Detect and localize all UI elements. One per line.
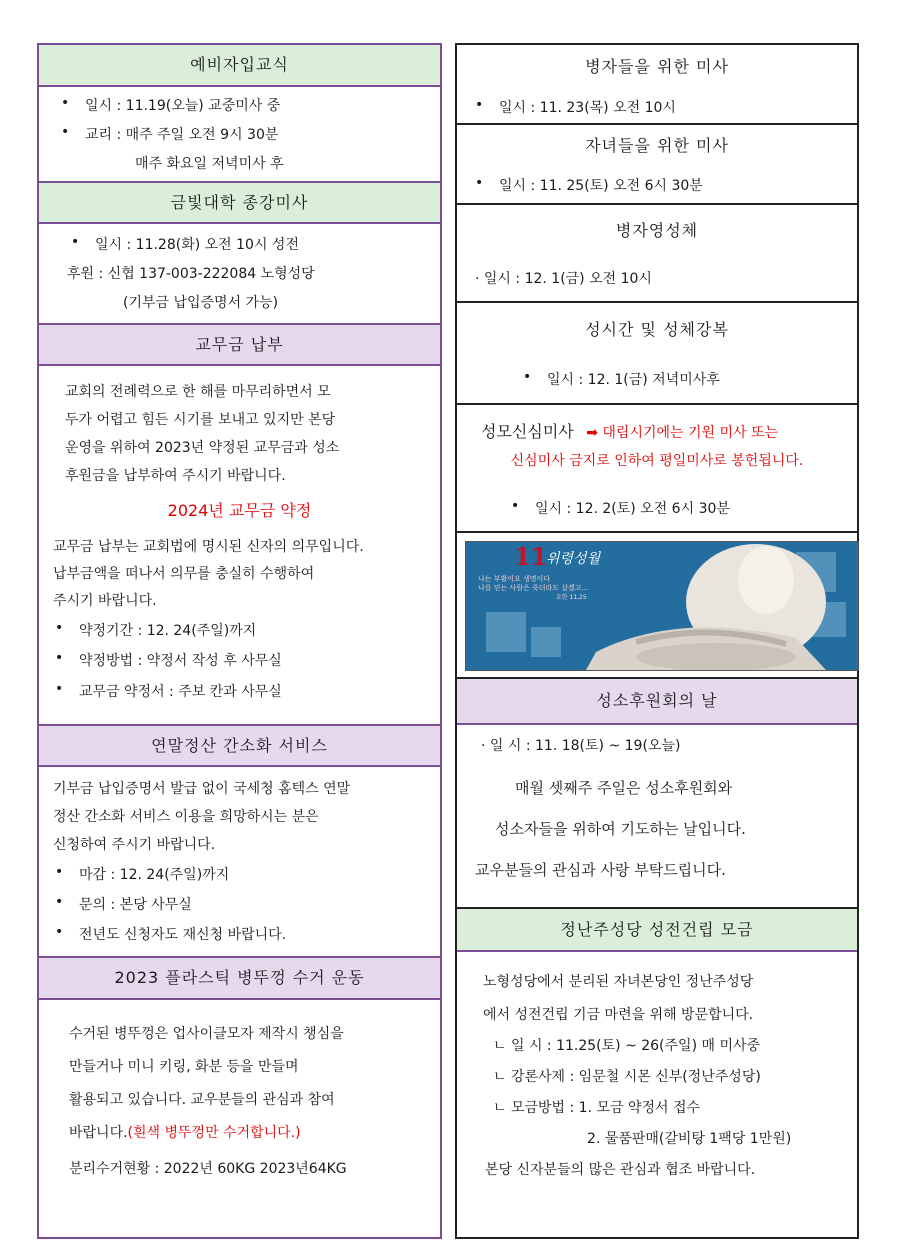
pledge-form: • 교무금 약정서 : 주보 칸과 사무실 (39, 681, 440, 701)
holy-hour-title: 성시간 및 성체강복 (457, 303, 857, 357)
parish-fee-text-1: 교회의 전례력으로 한 해를 마무리하면서 모 (65, 384, 331, 400)
arrow-icon: ➡ (586, 425, 598, 441)
tax-service-deadline: • 마감 : 12. 24(주일)까지 (39, 864, 440, 884)
bottle-cap-text-2: 만들거나 미니 키링, 화분 등을 만들며 (69, 1059, 299, 1075)
jeongnanju-text-1: 노형성당에서 분리된 자녀본당인 정난주성당 (483, 974, 754, 990)
parish-fee-title: 교무금 납부 (39, 325, 440, 366)
parish-fee-text-4: 후원금을 납부하여 주시기 바랍니다. (65, 468, 286, 484)
bottle-cap-text-4 (39, 1122, 440, 1142)
banner-sub-1: 나는 부활이요 생명이다 (478, 575, 551, 583)
jeongnanju-date: ㄴ 일 시 : 11.25(토) ~ 26(주일) 매 미사중 (493, 1038, 761, 1054)
pledge-title: 2024년 교무금 약정 (167, 501, 312, 520)
tax-service-title: 연말정산 간소화 서비스 (39, 726, 440, 767)
sick-communion-date: · 일시 : 12. 1(금) 오전 10시 (475, 271, 652, 287)
marian-mass-heading (457, 419, 857, 442)
tax-service-inquiry: • 문의 : 본당 사무실 (39, 894, 440, 914)
pledge-period: • 약정기간 : 12. 24(주일)까지 (39, 620, 440, 640)
banner-number: 11 (514, 542, 548, 571)
senior-college-title: 금빛대학 종강미사 (39, 183, 440, 224)
jeongnanju-section (455, 909, 859, 1239)
bottle-cap-text-3: 활용되고 있습니다. 교우분들의 관심과 참여 (69, 1092, 335, 1108)
jeongnanju-preacher: ㄴ 강론사제 : 임문철 시몬 신부(정난주성당) (493, 1069, 761, 1085)
jeongnanju-method-1: ㄴ 모금방법 : 1. 모금 약정서 접수 (493, 1100, 701, 1116)
jeongnanju-method-2: 2. 물품판매(갈비탕 1팩당 1만원) (587, 1131, 792, 1147)
marian-mass-note-1: 대림시기에는 기원 미사 또는 (602, 425, 779, 441)
vocation-day-text-2: 성소자들을 위하여 기도하는 날입니다. (495, 820, 746, 838)
parish-fee-duty-2: 납부금액을 떠나서 의무를 충실히 수행하여 (53, 566, 315, 582)
jeongnanju-text-2: 에서 성전건립 기금 마련을 위해 방문합니다. (483, 1007, 754, 1023)
vocation-day-date: · 일 시 : 11. 18(토) ~ 19(오늘) (481, 738, 681, 754)
marian-mass-section (455, 405, 859, 533)
bottle-cap-text-4-main: 바랍니다. (69, 1125, 128, 1141)
banner-section (455, 533, 859, 679)
catechumen-class: • 교리 : 매주 주일 오전 9시 30분 (39, 124, 440, 144)
bottle-cap-section (37, 958, 442, 1239)
sick-mass-title: 병자들을 위한 미사 (457, 45, 857, 89)
sick-communion-title: 병자영성체 (457, 205, 857, 257)
parish-fee-duty-3: 주시기 바랍니다. (53, 593, 157, 609)
tax-service-text-1: 기부금 납입증명서 발급 없이 국세청 홈텍스 연말 (53, 781, 351, 797)
vocation-day-section (455, 679, 859, 909)
jeongnanju-title: 정난주성당 성전건립 모금 (457, 909, 857, 952)
sick-mass-section (455, 43, 859, 125)
holy-hour-section (455, 303, 859, 405)
parish-fee-duty-1: 교무금 납부는 교회법에 명시된 신자의 의무입니다. (53, 539, 364, 555)
tax-service-text-2: 정산 간소화 서비스 이용을 희망하시는 분은 (53, 809, 319, 825)
children-mass-section (455, 125, 859, 205)
bottle-cap-title: 2023 플라스틱 병뚜껑 수거 운동 (39, 958, 440, 1000)
tax-service-reapply: • 전년도 신청자도 재신청 바랍니다. (39, 924, 440, 944)
vocation-day-title: 성소후원회의 날 (457, 679, 857, 725)
banner-sub-2: 나를 믿는 사람은 죽더라도 살겠고... (478, 584, 589, 592)
marian-mass-note-2: 신심미사 금지로 인하여 평일미사로 봉헌됩니다. (510, 453, 804, 469)
tax-service-section (37, 726, 442, 958)
holy-hour-date: • 일시 : 12. 1(금) 저녁미사후 (457, 369, 857, 389)
children-mass-title: 자녀들을 위한 미사 (457, 125, 857, 167)
vocation-day-text-3: 교우분들의 관심과 사랑 부탁드립니다. (475, 861, 726, 879)
banner-title: 위령성월 (546, 551, 601, 567)
tax-service-text-3: 신청하여 주시기 바랍니다. (53, 837, 216, 853)
catechumen-title: 예비자입교식 (39, 45, 440, 87)
bottle-cap-white-only: (흰색 병뚜껑만 수거합니다.) (127, 1125, 301, 1141)
parish-fee-text-3: 운영을 위하여 2023년 약정된 교무금과 성소 (65, 440, 340, 456)
bottle-cap-stats: 분리수거현황 : 2022년 60KG 2023년64KG (69, 1161, 347, 1177)
sick-mass-date: • 일시 : 11. 23(목) 오전 10시 (457, 97, 857, 117)
children-mass-date: • 일시 : 11. 25(토) 오전 6시 30분 (457, 175, 857, 195)
vocation-day-text-1: 매월 셋째주 주일은 성소후원회와 (515, 779, 733, 797)
senior-college-account: 후원 : 신협 137-003-222084 노형성당 (67, 266, 315, 282)
senior-college-section (37, 183, 442, 325)
marian-mass-title: 성모신심미사 (481, 422, 574, 441)
pieta-image (465, 541, 859, 671)
catechumen-class-2: 매주 화요일 저녁미사 후 (135, 156, 284, 172)
catechumen-section (37, 43, 442, 183)
senior-college-date: • 일시 : 11.28(화) 오전 10시 성전 (39, 234, 440, 254)
marian-mass-date: • 일시 : 12. 2(토) 오전 6시 30분 (457, 498, 857, 518)
banner-ref: 요한 11,25 (556, 594, 587, 601)
jeongnanju-request: 본당 신자분들의 많은 관심과 협조 바랍니다. (485, 1162, 756, 1178)
sick-communion-section (455, 205, 859, 303)
bottle-cap-text-1: 수거된 병뚜껑은 업사이클모자 제작시 챙심을 (69, 1026, 344, 1042)
senior-college-receipt: (기부금 납입증명서 가능) (123, 295, 279, 311)
parish-fee-section (37, 325, 442, 726)
pledge-method: • 약정방법 : 약정서 작성 후 사무실 (39, 650, 440, 670)
catechumen-date: • 일시 : 11.19(오늘) 교중미사 중 (39, 95, 440, 115)
parish-fee-text-2: 두가 어렵고 힘든 시기를 보내고 있지만 본당 (65, 412, 336, 428)
